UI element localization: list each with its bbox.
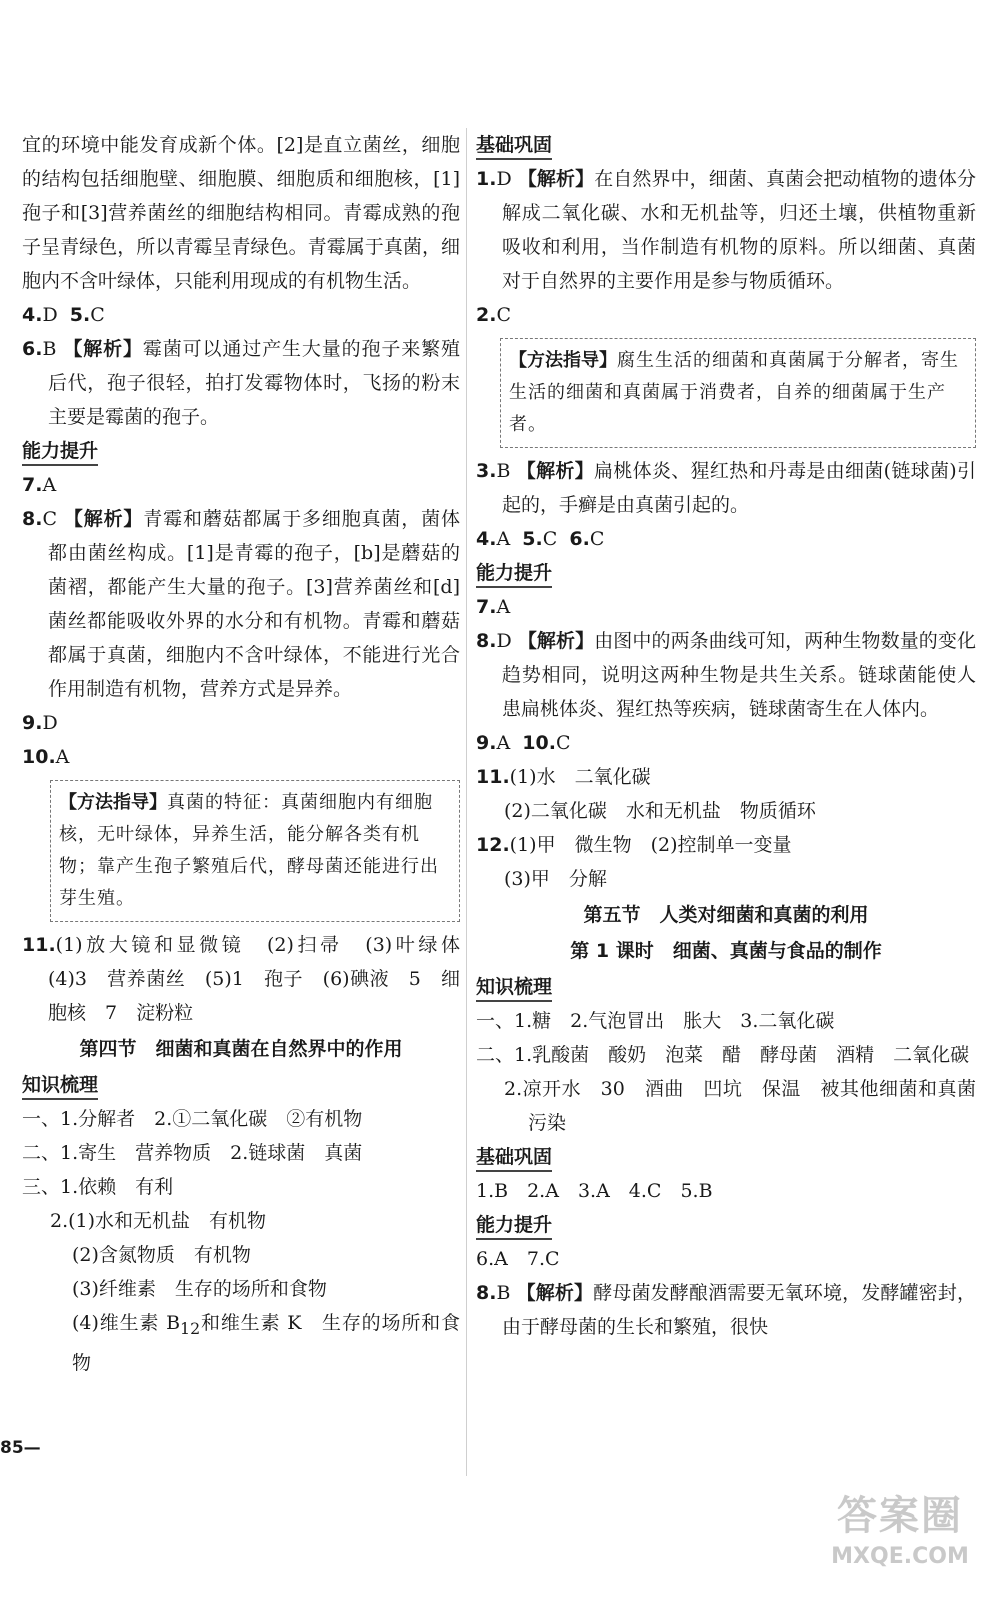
knowledge-text: 和维生素 K 生存的场所和食物 xyxy=(72,1312,460,1374)
answer-7 xyxy=(476,590,976,624)
method-tip-box xyxy=(50,780,460,922)
q-number: 7. xyxy=(476,596,497,618)
knowledge-line: (2)含氮物质 有机物 xyxy=(72,1244,251,1266)
section-heading-jichu: 基础巩固 xyxy=(476,132,552,160)
section-5-title: 第五节 人类对细菌和真菌的利用 xyxy=(583,904,869,926)
q-number: 9. xyxy=(476,732,497,754)
answer-line: 1.B 2.A 3.A 4.C 5.B xyxy=(476,1180,713,1202)
analysis-text: 酵母菌发酵酿酒需要无氧环境，发酵罐密封，由于酵母菌的生长和繁殖，很快 xyxy=(502,1282,976,1338)
knowledge-line xyxy=(22,1306,460,1380)
method-tip-text: 真菌的特征：真菌细胞内有细胞核，无叶绿体，异养生活，能分解各类有机物；靠产生孢子繁殖后代，酵母菌还能进行出芽生殖。 xyxy=(59,792,439,909)
q-answer: A xyxy=(42,474,57,496)
answer-11 xyxy=(22,928,480,1030)
q-answer: C xyxy=(542,528,558,550)
analysis-text: 扁桃体炎、猩红热和丹毒是由细菌(链球菌)引起的，手癣是由真菌引起的。 xyxy=(502,460,976,516)
section-heading-nengli: 能力提升 xyxy=(22,438,98,466)
q-number: 10. xyxy=(522,732,556,754)
q-answer: A xyxy=(55,746,70,768)
q-answer: B xyxy=(496,460,511,482)
answer-line-4-5 xyxy=(22,298,460,332)
q-number: 1. xyxy=(476,168,497,190)
q-number: 4. xyxy=(476,528,497,550)
q-answer: D xyxy=(42,712,58,734)
q-number: 3. xyxy=(476,460,497,482)
q-number: 11. xyxy=(22,934,56,956)
q-number: 5. xyxy=(69,304,91,326)
column-divider xyxy=(466,128,467,1476)
method-tip-box xyxy=(500,338,976,448)
watermark-text: 答案圈 xyxy=(837,1493,963,1539)
section-heading-zhishi: 知识梳理 xyxy=(22,1072,98,1100)
q-answer: A xyxy=(496,596,511,618)
knowledge-line: 2.(1)水和无机盐 有机物 xyxy=(50,1210,267,1232)
q-number: 8. xyxy=(476,1282,497,1304)
q-number: 8. xyxy=(22,508,43,530)
knowledge-line: 一、1.分解者 2.①二氧化碳 ②有机物 xyxy=(22,1108,363,1130)
section-heading-nengli: 能力提升 xyxy=(476,560,552,588)
answer-12-cont: (3)甲 分解 xyxy=(504,868,607,890)
page-number: 85— xyxy=(0,1438,41,1458)
answer-1 xyxy=(476,162,976,298)
section-heading-jichu: 基础巩固 xyxy=(476,1144,552,1172)
method-tip-tag: 【方法指导】 xyxy=(509,350,617,371)
answer-10 xyxy=(22,740,460,774)
analysis-text: 在自然界中，细菌、真菌会把动植物的遗体分解成二氧化碳、水和无机盐等，归还土壤，供植物重新吸收和利用，当作制造有机物的原料。所以细菌、真菌对于自然界的主要作用是参与物质循环。 xyxy=(502,168,976,292)
q-number: 12. xyxy=(476,834,510,856)
knowledge-line: 一、1.糖 2.气泡冒出 胀大 3.二氧化碳 xyxy=(476,1010,835,1032)
section-heading-zhishi: 知识梳理 xyxy=(476,974,552,1002)
answer-text: (1)放大镜和显微镜 (2)扫帚 (3)叶绿体 (4)3 营养菌丝 (5)1 孢子 (6)碘液 5 细胞核 7 淀粉粒 xyxy=(48,934,480,1024)
answer-12 xyxy=(476,828,976,862)
q-answer: C xyxy=(90,304,105,326)
q-number: 7. xyxy=(22,474,43,496)
answer-9 xyxy=(22,706,460,740)
analysis-tag: 【解析】 xyxy=(517,168,595,190)
knowledge-line: 2.凉开水 30 酒曲 凹坑 保温 被其他细菌和真菌污染 xyxy=(504,1078,976,1134)
answer-line: 6.A 7.C xyxy=(476,1248,560,1270)
method-tip-tag: 【方法指导】 xyxy=(59,792,167,813)
q-answer: D xyxy=(42,304,58,326)
analysis-tag: 【解析】 xyxy=(517,630,595,652)
analysis-tag: 【解析】 xyxy=(63,508,144,530)
section-4-title: 第四节 细菌和真菌在自然界中的作用 xyxy=(79,1038,403,1060)
q-number: 9. xyxy=(22,712,43,734)
q-answer: D xyxy=(496,168,512,190)
answer-11 xyxy=(476,760,976,794)
q-answer: D xyxy=(496,630,512,652)
q-answer: C xyxy=(42,508,57,530)
q-number: 6. xyxy=(569,528,590,550)
q-answer: C xyxy=(496,304,511,326)
answer-8 xyxy=(22,502,460,706)
watermark-url: MXQE.COM xyxy=(831,1544,969,1569)
analysis-text: 由图中的两条曲线可知，两种生物数量的变化趋势相同，说明这两种生物是共生关系。链球菌能使人患扁桃体炎、猩红热等疾病，链球菌寄生在人体内。 xyxy=(502,630,976,720)
knowledge-line: 三、1.依赖 有利 xyxy=(22,1176,174,1198)
q-number: 11. xyxy=(476,766,510,788)
q-number: 2. xyxy=(476,304,497,326)
lesson-title: 第 1 课时 细菌、真菌与食品的制作 xyxy=(570,940,882,962)
analysis-text: 霉菌可以通过产生大量的孢子来繁殖后代，孢子很轻，拍打发霉物体时，飞扬的粉末主要是霉菌的孢子。 xyxy=(48,338,460,428)
q-answer: A xyxy=(496,732,511,754)
answer-text: (1)甲 微生物 (2)控制单一变量 xyxy=(509,834,792,856)
q-answer: A xyxy=(496,528,511,550)
answer-8 xyxy=(476,624,976,726)
left-column xyxy=(22,128,480,1380)
knowledge-text: (4)维生素 B xyxy=(72,1312,181,1334)
answer-7 xyxy=(22,468,460,502)
q-number: 8. xyxy=(476,630,497,652)
answer-4-5-6 xyxy=(476,522,976,556)
right-column xyxy=(476,128,976,1344)
answer-11-cont: (2)二氧化碳 水和无机盐 物质循环 xyxy=(504,800,816,822)
q-number: 5. xyxy=(522,528,543,550)
answer-9-10 xyxy=(476,726,976,760)
analysis-text: 青霉和蘑菇都属于多细胞真菌，菌体都由菌丝构成。[1]是青霉的孢子，[b]是蘑菇的菌褶，都能产生大量的孢子。[3]营养菌丝和[d]菌丝都能吸收外界的水分和有机物。青霉和蘑菇都属于真菌，细胞内不含叶绿体，不能进行光合作用制造有机物，营养方式是异养。 xyxy=(48,508,460,700)
method-tip-text: 腐生生活的细菌和真菌属于分解者，寄生生活的细菌和真菌属于消费者，自养的细菌属于生产者。 xyxy=(509,350,959,435)
knowledge-line: 二、1.寄生 营养物质 2.链球菌 真菌 xyxy=(22,1142,363,1164)
analysis-tag: 【解析】 xyxy=(516,1282,594,1304)
answer-text: (1)水 二氧化碳 xyxy=(509,766,651,788)
q-number: 6. xyxy=(22,338,43,360)
answer-6 xyxy=(22,332,460,434)
answer-paragraph: 宜的环境中能发育成新个体。[2]是直立菌丝，细胞的结构包括细胞壁、细胞膜、细胞质和细胞核，[1]孢子和[3]营养菌丝的细胞结构相同。青霉成熟的孢子呈青绿色，所以青霉呈青绿色。青霉属于真菌，细胞内不含叶绿体，只能利用现成的有机物生活。 xyxy=(22,134,460,292)
subscript: 12 xyxy=(180,1318,201,1338)
section-heading-nengli: 能力提升 xyxy=(476,1212,552,1240)
knowledge-line: 二、1.乳酸菌 酸奶 泡菜 醋 酵母菌 酒精 二氧化碳 xyxy=(476,1044,970,1066)
analysis-tag: 【解析】 xyxy=(63,338,143,360)
knowledge-line: (3)纤维素 生存的场所和食物 xyxy=(72,1278,327,1300)
q-answer: C xyxy=(555,732,571,754)
q-answer: B xyxy=(42,338,57,360)
answer-3 xyxy=(476,454,976,522)
answer-8-b xyxy=(476,1276,976,1344)
q-number: 4. xyxy=(22,304,43,326)
q-answer: C xyxy=(589,528,605,550)
q-answer: B xyxy=(496,1282,511,1304)
analysis-tag: 【解析】 xyxy=(516,460,595,482)
answer-2 xyxy=(476,298,976,332)
q-number: 10. xyxy=(22,746,56,768)
watermark-logo xyxy=(820,1490,980,1586)
